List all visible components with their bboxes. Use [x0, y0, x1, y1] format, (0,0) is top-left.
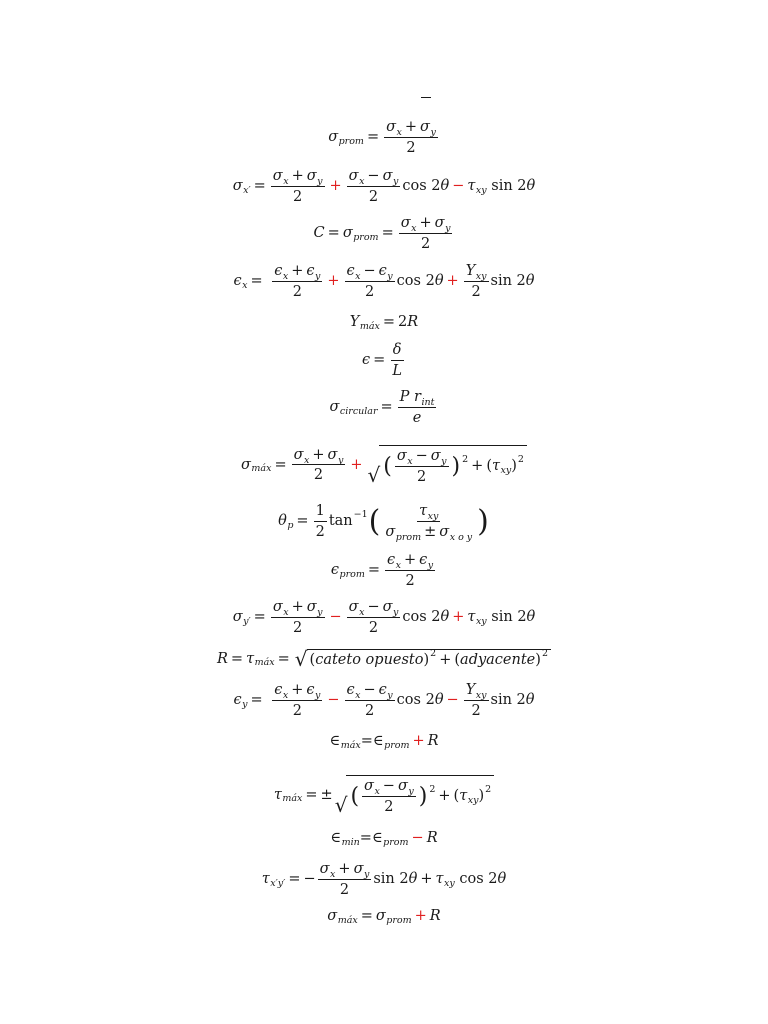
equation-tau-xyprime: τ x′y′ = − $\frac{\sigma_x + \sigma_y}{2}$ sin 2 θ + τ xy cos 2 θ	[261, 861, 507, 898]
equation-epsilon-x: ϵ x = $\frac{\epsilon_x + \epsilon_y}{2}$ + $\frac{\epsilon_x - \epsilon_y}{2}$ cos 2 θ + $\frac{Y_{xy}}{2}$ sin 2 θ	[233, 263, 535, 300]
equation-Y-max: Y máx = 2 R	[349, 314, 419, 332]
equation-R-tau: R = τ máx = √ ( cateto opuesto ) 2 + ( adyacente ) 2	[0, 649, 768, 669]
equation-epsilon-y: ϵ y = $\frac{\epsilon_x + \epsilon_y}{2}$ − $\frac{\epsilon_x - \epsilon_y}{2}$ cos 2 θ − $\frac{Y_{xy}}{2}$ sin 2 θ	[233, 682, 535, 719]
equation-tau-max: τ máx = ± √ ( $\frac{\sigma_x - \sigma_y}{2}$ ) 2 + ( τ xy ) 2	[0, 775, 768, 815]
equation-C-center: C = σ prom = $\frac{\sigma_x + \sigma_y}{2}$	[313, 215, 451, 252]
equation-epsilon-prom: ϵ prom = $\frac{\epsilon_x + \epsilon_y}{2}$	[330, 552, 434, 589]
equation-sigma-circular: σ circular = $\frac{P r_{int}}{e}$	[329, 389, 435, 426]
equation-epsilon-def: ϵ = $\frac{\delta}{L}$	[362, 342, 402, 379]
page-mark	[421, 97, 431, 98]
equation-theta-p: θ p = $\frac{1}{2}$ tan −1 ( $\frac{\tau_{xy}}{\sigma_{prom} \pm \sigma_{x o y}}$ )	[278, 503, 489, 543]
equation-sigma-xprime: σ x′ = $\frac{\sigma_x + \sigma_y}{2}$ + $\frac{\sigma_x - \sigma_y}{2}$ cos 2 θ − τ xy sin 2 θ	[232, 168, 536, 205]
equation-sigma-max: σ máx = σ prom + R	[327, 908, 441, 926]
equation-eps-max: ∈ máx = ∈ prom + R	[329, 733, 439, 751]
equation-sigma-yprime: σ y′ = $\frac{\sigma_x + \sigma_y}{2}$ − $\frac{\sigma_x - \sigma_y}{2}$ cos 2 θ + τ xy sin 2 θ	[232, 599, 536, 636]
equation-sigma-max-sqrt: σ máx = $\frac{\sigma_x + \sigma_y}{2}$ + √ ( $\frac{\sigma_x - \sigma_y}{2}$ ) 2 + ( τ xy ) 2	[0, 445, 768, 485]
equation-eps-min: ∈ min = ∈ prom − R	[330, 830, 438, 848]
equation-sigma-prom: σ prom = $\frac{\sigma_x + \sigma_y}{2}$	[328, 119, 436, 156]
